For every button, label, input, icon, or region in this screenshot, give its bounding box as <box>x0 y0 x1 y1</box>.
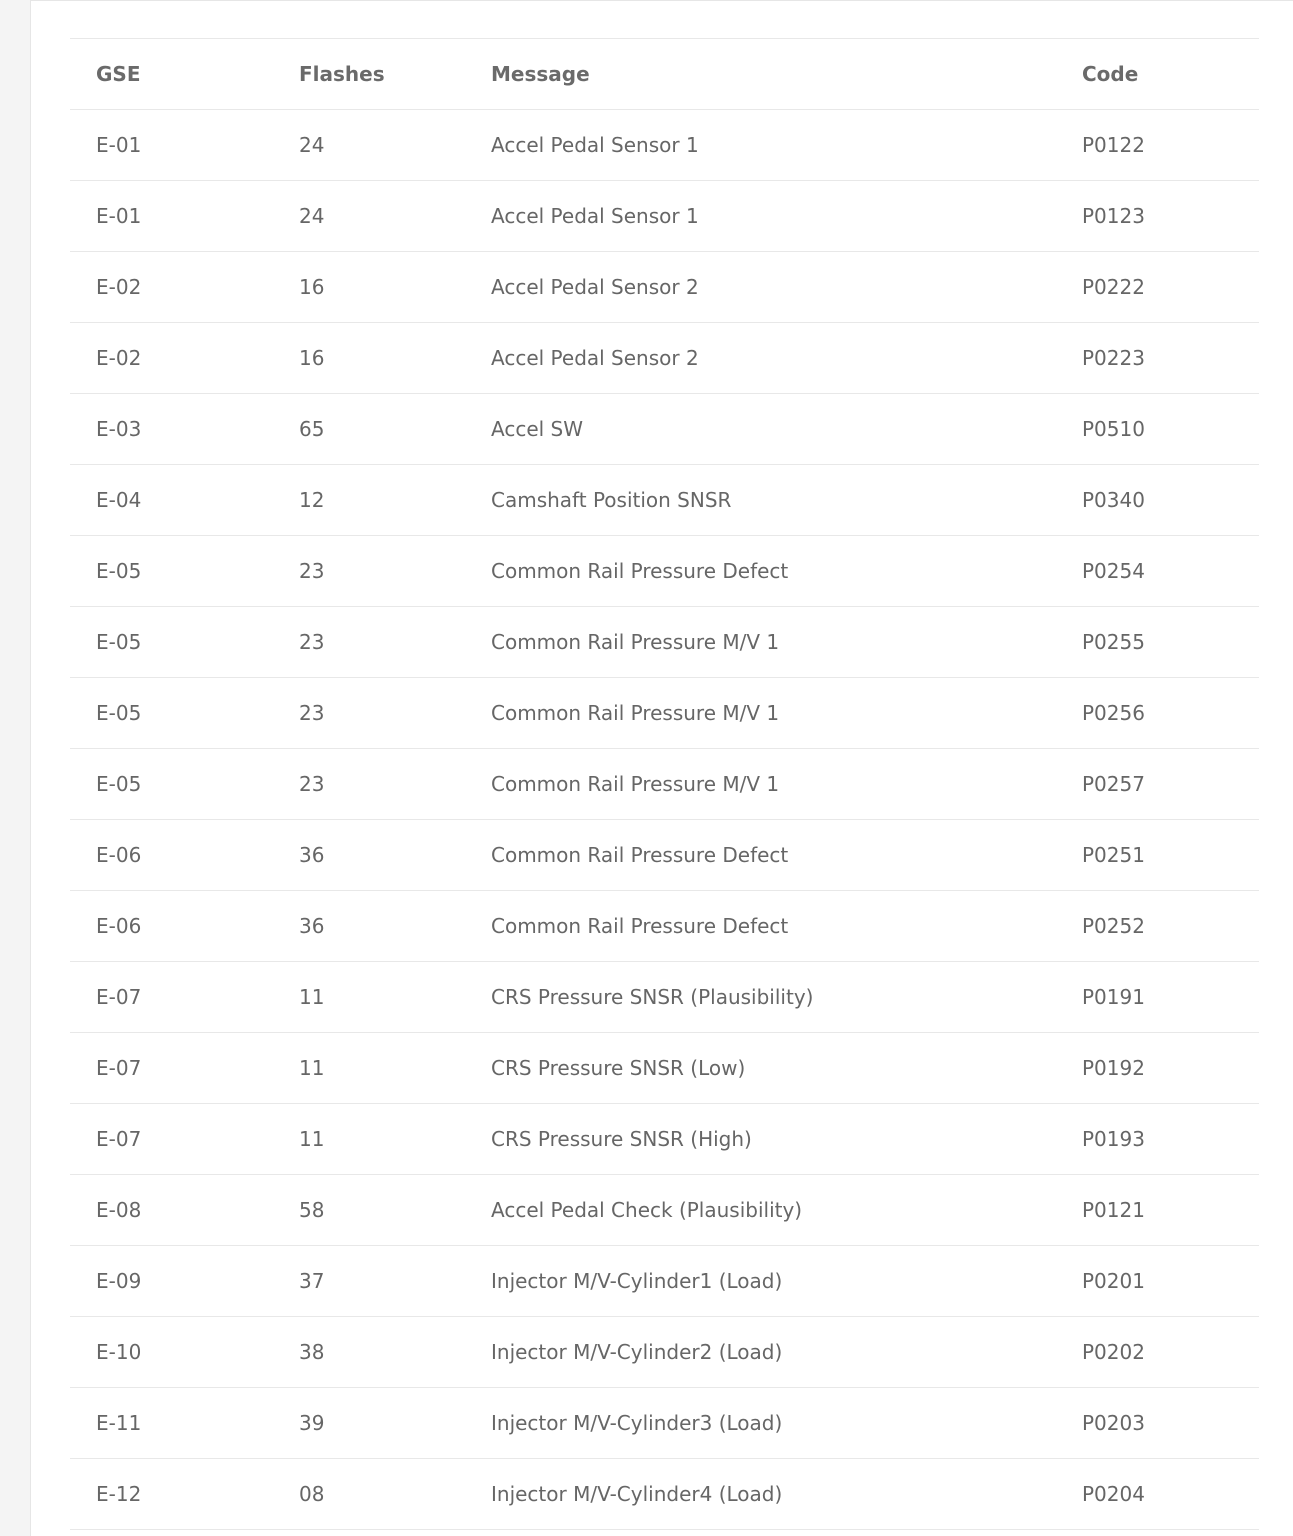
table-row <box>70 1459 1259 1530</box>
cell-code: P0252 <box>1056 891 1259 962</box>
cell-message: Common Rail Pressure Defect <box>465 891 1056 962</box>
cell-gse: E-08 <box>70 1175 273 1246</box>
cell-code: P0193 <box>1056 1104 1259 1175</box>
cell-code: P0254 <box>1056 536 1259 607</box>
cell-code: P0202 <box>1056 1317 1259 1388</box>
header-code: Code <box>1056 39 1259 110</box>
table-row <box>70 181 1259 252</box>
cell-flashes: 23 <box>273 749 465 820</box>
cell-message: Accel Pedal Check (Plausibility) <box>465 1175 1056 1246</box>
header-message: Message <box>465 39 1056 110</box>
cell-message: CRS Pressure SNSR (Plausibility) <box>465 962 1056 1033</box>
table-row <box>70 749 1259 820</box>
cell-message: Injector M/V-Cylinder3 (Load) <box>465 1388 1056 1459</box>
cell-code: P0223 <box>1056 323 1259 394</box>
cell-code: P0204 <box>1056 1459 1259 1530</box>
table-row <box>70 820 1259 891</box>
cell-gse: E-02 <box>70 252 273 323</box>
cell-gse: E-07 <box>70 1104 273 1175</box>
cell-flashes: 23 <box>273 678 465 749</box>
cell-message: Accel Pedal Sensor 1 <box>465 181 1056 252</box>
cell-message: Accel Pedal Sensor 2 <box>465 323 1056 394</box>
cell-code: P0192 <box>1056 1033 1259 1104</box>
cell-gse: E-04 <box>70 465 273 536</box>
table-row <box>70 1175 1259 1246</box>
cell-flashes: 24 <box>273 181 465 252</box>
cell-gse: E-10 <box>70 1317 273 1388</box>
table-row <box>70 110 1259 181</box>
cell-gse: E-01 <box>70 110 273 181</box>
cell-flashes: 23 <box>273 536 465 607</box>
cell-flashes: 11 <box>273 962 465 1033</box>
cell-message: CRS Pressure SNSR (Low) <box>465 1033 1056 1104</box>
cell-code: P0203 <box>1056 1388 1259 1459</box>
error-code-table <box>70 38 1259 1530</box>
table-row <box>70 962 1259 1033</box>
header-flashes: Flashes <box>273 39 465 110</box>
cell-flashes: 38 <box>273 1317 465 1388</box>
cell-flashes: 24 <box>273 110 465 181</box>
cell-gse: E-06 <box>70 891 273 962</box>
cell-gse: E-05 <box>70 607 273 678</box>
table-row <box>70 394 1259 465</box>
cell-flashes: 11 <box>273 1104 465 1175</box>
table-row <box>70 252 1259 323</box>
cell-flashes: 16 <box>273 252 465 323</box>
cell-code: P0121 <box>1056 1175 1259 1246</box>
cell-gse: E-07 <box>70 1033 273 1104</box>
cell-flashes: 08 <box>273 1459 465 1530</box>
cell-gse: E-09 <box>70 1246 273 1317</box>
cell-code: P0191 <box>1056 962 1259 1033</box>
table-row <box>70 1246 1259 1317</box>
table-row <box>70 1388 1259 1459</box>
cell-message: Camshaft Position SNSR <box>465 465 1056 536</box>
cell-flashes: 23 <box>273 607 465 678</box>
cell-code: P0340 <box>1056 465 1259 536</box>
cell-message: Accel Pedal Sensor 2 <box>465 252 1056 323</box>
table-row <box>70 678 1259 749</box>
cell-message: Injector M/V-Cylinder2 (Load) <box>465 1317 1056 1388</box>
table-row <box>70 536 1259 607</box>
cell-code: P0123 <box>1056 181 1259 252</box>
cell-flashes: 36 <box>273 891 465 962</box>
cell-gse: E-05 <box>70 536 273 607</box>
cell-gse: E-02 <box>70 323 273 394</box>
cell-gse: E-03 <box>70 394 273 465</box>
cell-message: Injector M/V-Cylinder4 (Load) <box>465 1459 1056 1530</box>
cell-flashes: 58 <box>273 1175 465 1246</box>
table-row <box>70 1317 1259 1388</box>
cell-message: Common Rail Pressure Defect <box>465 536 1056 607</box>
cell-message: Accel SW <box>465 394 1056 465</box>
table-row <box>70 607 1259 678</box>
cell-code: P0255 <box>1056 607 1259 678</box>
table-header-row <box>70 39 1259 110</box>
cell-message: Common Rail Pressure Defect <box>465 820 1056 891</box>
cell-code: P0251 <box>1056 820 1259 891</box>
content-page <box>30 0 1293 1536</box>
cell-message: Common Rail Pressure M/V 1 <box>465 678 1056 749</box>
cell-gse: E-11 <box>70 1388 273 1459</box>
cell-code: P0256 <box>1056 678 1259 749</box>
cell-message: Common Rail Pressure M/V 1 <box>465 749 1056 820</box>
cell-flashes: 65 <box>273 394 465 465</box>
cell-flashes: 37 <box>273 1246 465 1317</box>
cell-message: CRS Pressure SNSR (High) <box>465 1104 1056 1175</box>
cell-gse: E-01 <box>70 181 273 252</box>
cell-gse: E-07 <box>70 962 273 1033</box>
cell-flashes: 12 <box>273 465 465 536</box>
cell-message: Injector M/V-Cylinder1 (Load) <box>465 1246 1056 1317</box>
cell-flashes: 36 <box>273 820 465 891</box>
cell-flashes: 16 <box>273 323 465 394</box>
cell-flashes: 39 <box>273 1388 465 1459</box>
cell-code: P0201 <box>1056 1246 1259 1317</box>
cell-code: P0257 <box>1056 749 1259 820</box>
cell-message: Accel Pedal Sensor 1 <box>465 110 1056 181</box>
cell-code: P0122 <box>1056 110 1259 181</box>
cell-gse: E-06 <box>70 820 273 891</box>
cell-gse: E-05 <box>70 749 273 820</box>
header-gse: GSE <box>70 39 273 110</box>
table-body <box>70 110 1259 1530</box>
table-row <box>70 323 1259 394</box>
cell-gse: E-12 <box>70 1459 273 1530</box>
cell-flashes: 11 <box>273 1033 465 1104</box>
cell-message: Common Rail Pressure M/V 1 <box>465 607 1056 678</box>
table-row <box>70 465 1259 536</box>
cell-gse: E-05 <box>70 678 273 749</box>
table-row <box>70 1104 1259 1175</box>
table-row <box>70 891 1259 962</box>
cell-code: P0510 <box>1056 394 1259 465</box>
table-row <box>70 1033 1259 1104</box>
cell-code: P0222 <box>1056 252 1259 323</box>
